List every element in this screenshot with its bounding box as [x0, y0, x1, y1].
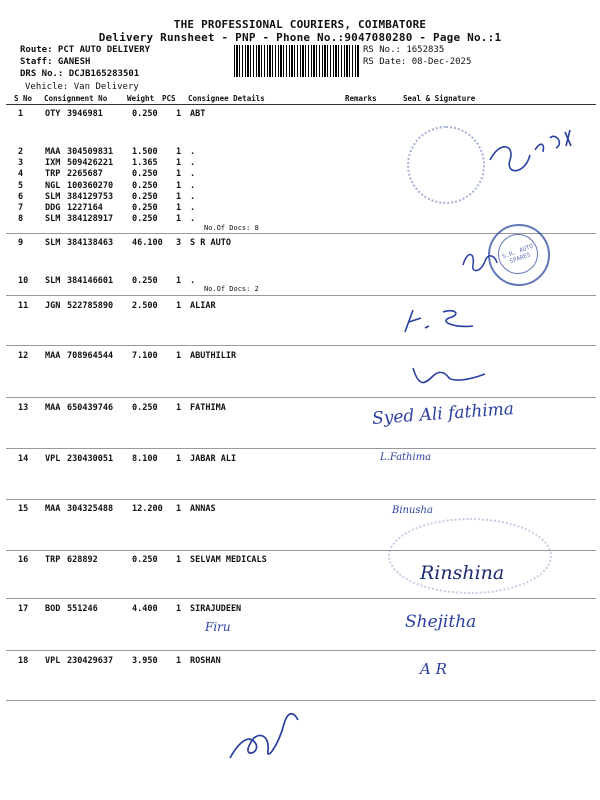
row-pcs: 1 — [176, 181, 182, 191]
row-sno: 13 — [18, 403, 29, 413]
row-consignee: ROSHAN — [190, 656, 221, 666]
signature-scribble — [220, 698, 330, 768]
row-consignment-no: 304509831 — [67, 147, 114, 157]
row-pcs: 1 — [176, 656, 182, 666]
row-sno: 12 — [18, 351, 29, 361]
row-consignee: . — [190, 203, 196, 213]
row-pcs: 1 — [176, 301, 182, 311]
row-consignee: FATHIMA — [190, 403, 226, 413]
handwritten-signature: Rinshina — [420, 562, 505, 584]
row-consignee: S R AUTO — [190, 238, 231, 248]
row-pcs: 1 — [176, 169, 182, 179]
row-origin-code: OTY — [45, 109, 61, 119]
row-consignment-no: 650439746 — [67, 403, 114, 413]
row-divider — [6, 598, 596, 599]
row-weight: 0.250 — [132, 169, 158, 179]
row-consignment-no: 551246 — [67, 604, 98, 614]
signature-scribble — [470, 120, 590, 190]
row-consignment-no: 522785890 — [67, 301, 114, 311]
row-consignee: . — [190, 214, 196, 224]
row-sno: 7 — [18, 203, 24, 213]
row-pcs: 1 — [176, 604, 182, 614]
row-sno: 16 — [18, 555, 29, 565]
row-consignment-no: 628892 — [67, 555, 98, 565]
row-divider — [6, 448, 596, 449]
row-origin-code: IXM — [45, 158, 61, 168]
row-consignment-no: 384128917 — [67, 214, 114, 224]
row-sno: 15 — [18, 504, 29, 514]
row-consignee: . — [190, 169, 196, 179]
row-consignee: JABAR ALI — [190, 454, 237, 464]
row-origin-code: MAA — [45, 504, 61, 514]
row-origin-code: SLM — [45, 276, 61, 286]
row-pcs: 1 — [176, 192, 182, 202]
row-consignee: ANNAS — [190, 504, 216, 514]
row-consignment-no: 304325488 — [67, 504, 114, 514]
stamp-text: S.R. AUTO SPARES — [501, 242, 535, 266]
row-sno: 2 — [18, 147, 24, 157]
row-consignee: SIRAJUDEEN — [190, 604, 242, 614]
row-origin-code: MAA — [45, 147, 61, 157]
col-consignee: Consignee Details — [188, 94, 265, 103]
row-weight: 0.250 — [132, 276, 158, 286]
docs-count-note: No.Of Docs: 8 — [204, 224, 259, 232]
row-origin-code: JGN — [45, 301, 61, 311]
row-consignment-no: 384138463 — [67, 238, 114, 248]
company-title: THE PROFESSIONAL COURIERS, COIMBATORE — [173, 18, 427, 31]
row-origin-code: VPL — [45, 656, 61, 666]
row-consignment-no: 509426221 — [67, 158, 114, 168]
row-sno: 10 — [18, 276, 29, 286]
row-weight: 1.365 — [132, 158, 158, 168]
col-sno: S No — [14, 94, 33, 103]
row-origin-code: DDG — [45, 203, 61, 213]
row-consignee: . — [190, 147, 196, 157]
row-sno: 8 — [18, 214, 24, 224]
row-sno: 11 — [18, 301, 29, 311]
runsheet-subtitle: Delivery Runsheet - PNP - Phone No.:9047080280 - Page No.:1 — [98, 31, 502, 44]
row-weight: 4.400 — [132, 604, 158, 614]
row-pcs: 1 — [176, 147, 182, 157]
row-consignment-no: 1227164 — [67, 203, 103, 213]
row-weight: 0.250 — [132, 214, 158, 224]
row-weight: 1.500 — [132, 147, 158, 157]
handwritten-initials: A R — [420, 660, 447, 678]
row-consignee: . — [190, 181, 196, 191]
rs-number: RS No.: 1652835 — [363, 45, 445, 55]
row-consignment-no: 3946981 — [67, 109, 103, 119]
row-consignment-no: 384129753 — [67, 192, 114, 202]
handwritten-signature: Syed Ali fathima — [371, 399, 515, 429]
rs-date: RS Date: 08-Dec-2025 — [363, 57, 472, 67]
row-weight: 0.250 — [132, 181, 158, 191]
row-pcs: 1 — [176, 158, 182, 168]
row-origin-code: SLM — [45, 214, 61, 224]
row-sno: 5 — [18, 181, 24, 191]
route-label: Route: PCT AUTO DELIVERY — [20, 45, 151, 55]
row-consignee: ABUTHILIR — [190, 351, 237, 361]
row-consignee: SELVAM MEDICALS — [190, 555, 267, 565]
row-weight: 7.100 — [132, 351, 158, 361]
barcode-image — [234, 45, 360, 77]
handwritten-signature: Shejitha — [405, 612, 477, 632]
row-pcs: 3 — [176, 238, 182, 248]
row-divider — [6, 397, 596, 398]
row-consignment-no: 384146601 — [67, 276, 114, 286]
row-weight: 0.250 — [132, 403, 158, 413]
row-origin-code: MAA — [45, 403, 61, 413]
docs-count-note: No.Of Docs: 2 — [204, 285, 259, 293]
row-weight: 2.500 — [132, 301, 158, 311]
row-consignment-no: 100360270 — [67, 181, 114, 191]
row-pcs: 1 — [176, 109, 182, 119]
col-consignment: Consignment No — [44, 94, 108, 103]
col-pcs: PCS — [162, 94, 176, 103]
row-origin-code: TRP — [45, 555, 61, 565]
row-sno: 1 — [18, 109, 24, 119]
row-consignment-no: 708964544 — [67, 351, 114, 361]
row-consignee: . — [190, 276, 196, 286]
row-weight: 0.250 — [132, 555, 158, 565]
row-origin-code: SLM — [45, 238, 61, 248]
row-pcs: 1 — [176, 555, 182, 565]
header-divider — [6, 104, 596, 105]
row-sno: 17 — [18, 604, 29, 614]
staff-label: Staff: GANESH — [20, 57, 91, 67]
col-remarks: Remarks — [345, 94, 377, 103]
row-pcs: 1 — [176, 214, 182, 224]
row-consignee: ABT — [190, 109, 206, 119]
row-weight: 12.200 — [132, 504, 163, 514]
row-origin-code: VPL — [45, 454, 61, 464]
row-pcs: 1 — [176, 504, 182, 514]
drs-label: DRS No.: DCJB165283501 — [20, 69, 140, 79]
handwritten-note: Firu — [205, 620, 231, 634]
row-consignee: . — [190, 192, 196, 202]
col-seal-signature: Seal & Signature — [403, 94, 476, 103]
row-consignee: ALIAR — [190, 301, 216, 311]
handwritten-note: Binusha — [392, 505, 433, 516]
row-weight: 8.100 — [132, 454, 158, 464]
row-origin-code: TRP — [45, 169, 61, 179]
row-divider — [6, 295, 596, 296]
row-weight: 0.250 — [132, 192, 158, 202]
row-sno: 3 — [18, 158, 24, 168]
row-weight: 0.250 — [132, 109, 158, 119]
row-divider — [6, 650, 596, 651]
row-consignment-no: 230429637 — [67, 656, 114, 666]
row-sno: 9 — [18, 238, 24, 248]
row-sno: 18 — [18, 656, 29, 666]
row-consignment-no: 230430051 — [67, 454, 114, 464]
row-weight: 0.250 — [132, 203, 158, 213]
row-pcs: 1 — [176, 351, 182, 361]
signature-scribble — [455, 240, 515, 280]
signature-scribble — [395, 300, 505, 340]
row-origin-code: MAA — [45, 351, 61, 361]
row-origin-code: NGL — [45, 181, 61, 191]
handwritten-name: L.Fathima — [380, 452, 432, 463]
row-consignment-no: 2265687 — [67, 169, 103, 179]
row-pcs: 1 — [176, 203, 182, 213]
row-pcs: 1 — [176, 403, 182, 413]
row-divider — [6, 499, 596, 500]
row-weight: 3.950 — [132, 656, 158, 666]
col-weight: Weight — [127, 94, 155, 103]
row-sno: 6 — [18, 192, 24, 202]
row-sno: 14 — [18, 454, 29, 464]
row-pcs: 1 — [176, 454, 182, 464]
row-consignee: . — [190, 158, 196, 168]
row-weight: 46.100 — [132, 238, 163, 248]
row-divider — [6, 345, 596, 346]
row-origin-code: BOD — [45, 604, 61, 614]
row-sno: 4 — [18, 169, 24, 179]
signature-scribble — [405, 358, 495, 388]
vehicle-label: Vehicle: Van Delivery — [25, 82, 139, 92]
row-pcs: 1 — [176, 276, 182, 286]
row-origin-code: SLM — [45, 192, 61, 202]
